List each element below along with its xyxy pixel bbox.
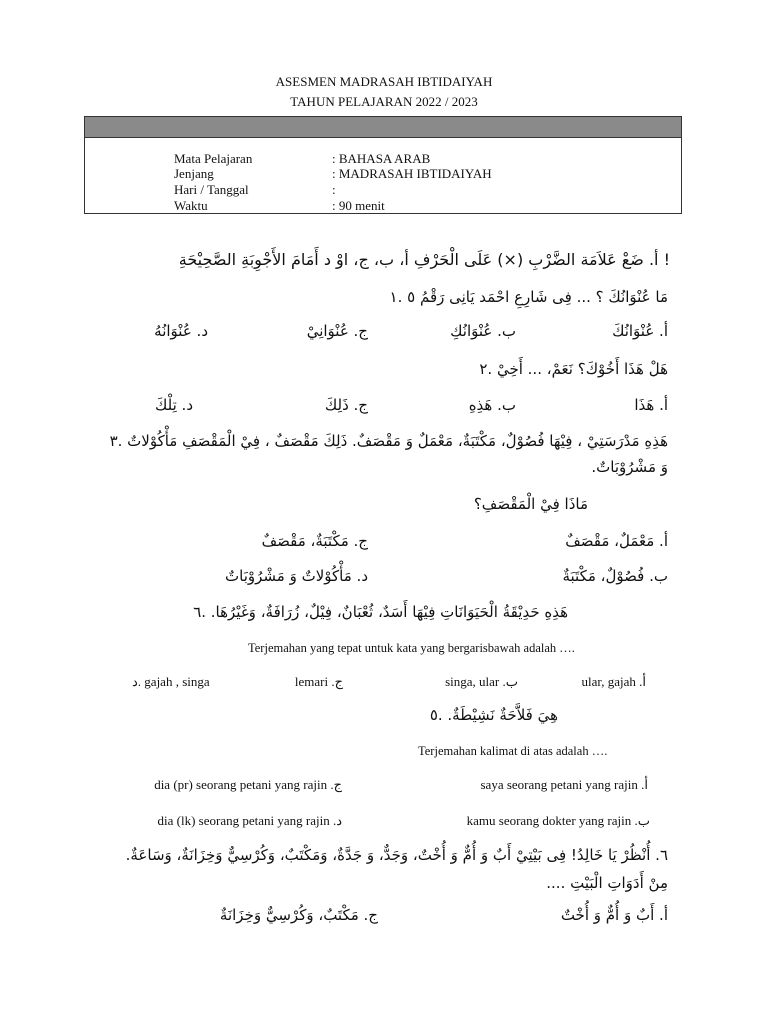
question-6a-instruction: Terjemahan yang tepat untuk kata yang bergarisbawah adalah ….: [248, 641, 575, 655]
question-3-prompt: مَاذَا فِيْ الْمَقْصَفِ؟: [473, 495, 588, 513]
exam-title: ASESMEN MADRASAH IBTIDAIYAH: [275, 74, 493, 89]
q1-option-d[interactable]: د. عُنْوَانُهُ: [154, 322, 208, 340]
question-3-text-line1: هَذِهِ مَدْرَسَتِيْ ، فِيْهَا فُصُوْلٌ، مَكْتَبَةٌ، مَعْمَلٌ وَ مَقْصَفٌ. ذَلِكَ مَقْصَفٌ ، فِيْ الْمَقْصَفِ مَأْكُوْلاتٌ .٣: [109, 432, 668, 450]
question-3-text-line2: وَ مَشْرُوْبَاتٌ.: [591, 458, 668, 476]
question-2-text: هَلْ هَذَا أَخُوْكَ؟ نَعَمْ، ... أَخِيْ .٢: [479, 360, 668, 378]
q3-option-b[interactable]: ب. فُصُوْلٌ، مَكْتَبَةٌ: [562, 567, 668, 585]
info-label-level: Jenjang: [174, 166, 214, 181]
q1-option-c[interactable]: ج. عُنْوَانِيْ: [306, 322, 368, 340]
q6a-option-b[interactable]: ب. singa, ular: [445, 674, 518, 689]
instruction-text: ! أ. ضَعْ عَلاَمَة الضَّرْبِ (×) عَلَى الْحَرْفِ أ، ب، ج، اوْ د أَمَامَ الأَجْوِبَةِ الصَّحِيْحَةِ: [178, 250, 670, 269]
q3-option-c[interactable]: ج. مَكْتَبَةٌ، مَقْصَفٌ: [261, 532, 368, 550]
info-value-time: : 90 menit: [332, 198, 385, 213]
q2-option-a[interactable]: أ. هَذَا: [634, 396, 668, 414]
q6b-option-c[interactable]: ج. مَكْتَبٌ، وَكُرْسِيٌّ وَخِزَانَةٌ: [219, 906, 378, 924]
info-label-subject: Mata Pelajaran: [174, 151, 253, 166]
info-label-date: Hari / Tanggal: [174, 182, 249, 197]
exam-year: TAHUN PELAJARAN 2022 / 2023: [290, 94, 478, 109]
question-1-text: مَا عُنْوَانُكَ ؟ ... فِى شَارِعِ احْمَد يَانِى رَقْمُ ٥ .١: [389, 288, 668, 306]
q3-option-d[interactable]: د. مَأْكُوْلاتٌ وَ مَشْرُوْبَاتٌ: [225, 567, 368, 585]
q2-option-b[interactable]: ب. هَذِهِ: [468, 396, 516, 414]
info-label-time: Waktu: [174, 198, 208, 213]
q2-option-c[interactable]: ج. ذَلِكَ: [324, 396, 368, 414]
info-value-level: : MADRASAH IBTIDAIYAH: [332, 166, 492, 181]
question-6b-text-line1: ٦. أُنْظُرْ يَا خَالِدُ! فِى بَيْتِيْ أَبٌ وَ أُمٌّ وَ أُخْتٌ، وَجَدٌّ، وَ جَدَّةٌ، وَمَكْتَبٌ، وَكُرْسِيٌّ وَخِزَانَةٌ، وَسَاعَةٌ.: [125, 846, 668, 864]
q5-option-d[interactable]: د. dia (lk) seorang petani yang rajin: [157, 813, 342, 828]
q3-option-a[interactable]: أ. مَعْمَلٌ، مَقْصَفٌ: [565, 532, 668, 550]
question-6a-text: هَذِهِ حَدِيْقَةُ الْحَيَوَانَاتِ فِيْهَا أَسَدٌ، ثُعْبَانٌ، فِيْلٌ، زُرَافَةٌ، وَغَيْرُهَا. .٦: [193, 603, 568, 621]
q6a-option-d[interactable]: د. gajah , singa: [132, 674, 210, 689]
q5-option-b[interactable]: ب. kamu seorang dokter yang rajin: [466, 813, 650, 828]
q2-option-d[interactable]: د. تِلْكَ: [155, 396, 193, 414]
q5-option-c[interactable]: ج. dia (pr) seorang petani yang rajin: [154, 777, 342, 792]
q6a-option-c[interactable]: ج. lemari: [294, 674, 343, 689]
question-5-text: هِيَ فَلاَّحَةٌ نَشِيْطَةٌ. .٥: [429, 706, 558, 724]
question-6b-text-line2: مِنْ أَدَوَاتِ الْبَيْتِ ....: [546, 874, 668, 892]
q6b-option-a[interactable]: أ. أَبٌ وَ أُمٌّ وَ أُخْتٌ: [560, 906, 668, 924]
question-5-instruction: Terjemahan kalimat di atas adalah ….: [418, 744, 608, 758]
q5-option-a[interactable]: أ. saya seorang petani yang rajin: [480, 777, 648, 792]
info-value-subject: : BAHASA ARAB: [332, 151, 431, 166]
info-box-band: [85, 117, 681, 138]
q1-option-b[interactable]: ب. عُنْوَانُكِ: [450, 322, 516, 340]
info-value-date: :: [332, 182, 336, 197]
q1-option-a[interactable]: أ. عُنْوَانُكَ: [612, 322, 668, 340]
q6a-option-a[interactable]: أ. ular, gajah: [581, 674, 646, 689]
